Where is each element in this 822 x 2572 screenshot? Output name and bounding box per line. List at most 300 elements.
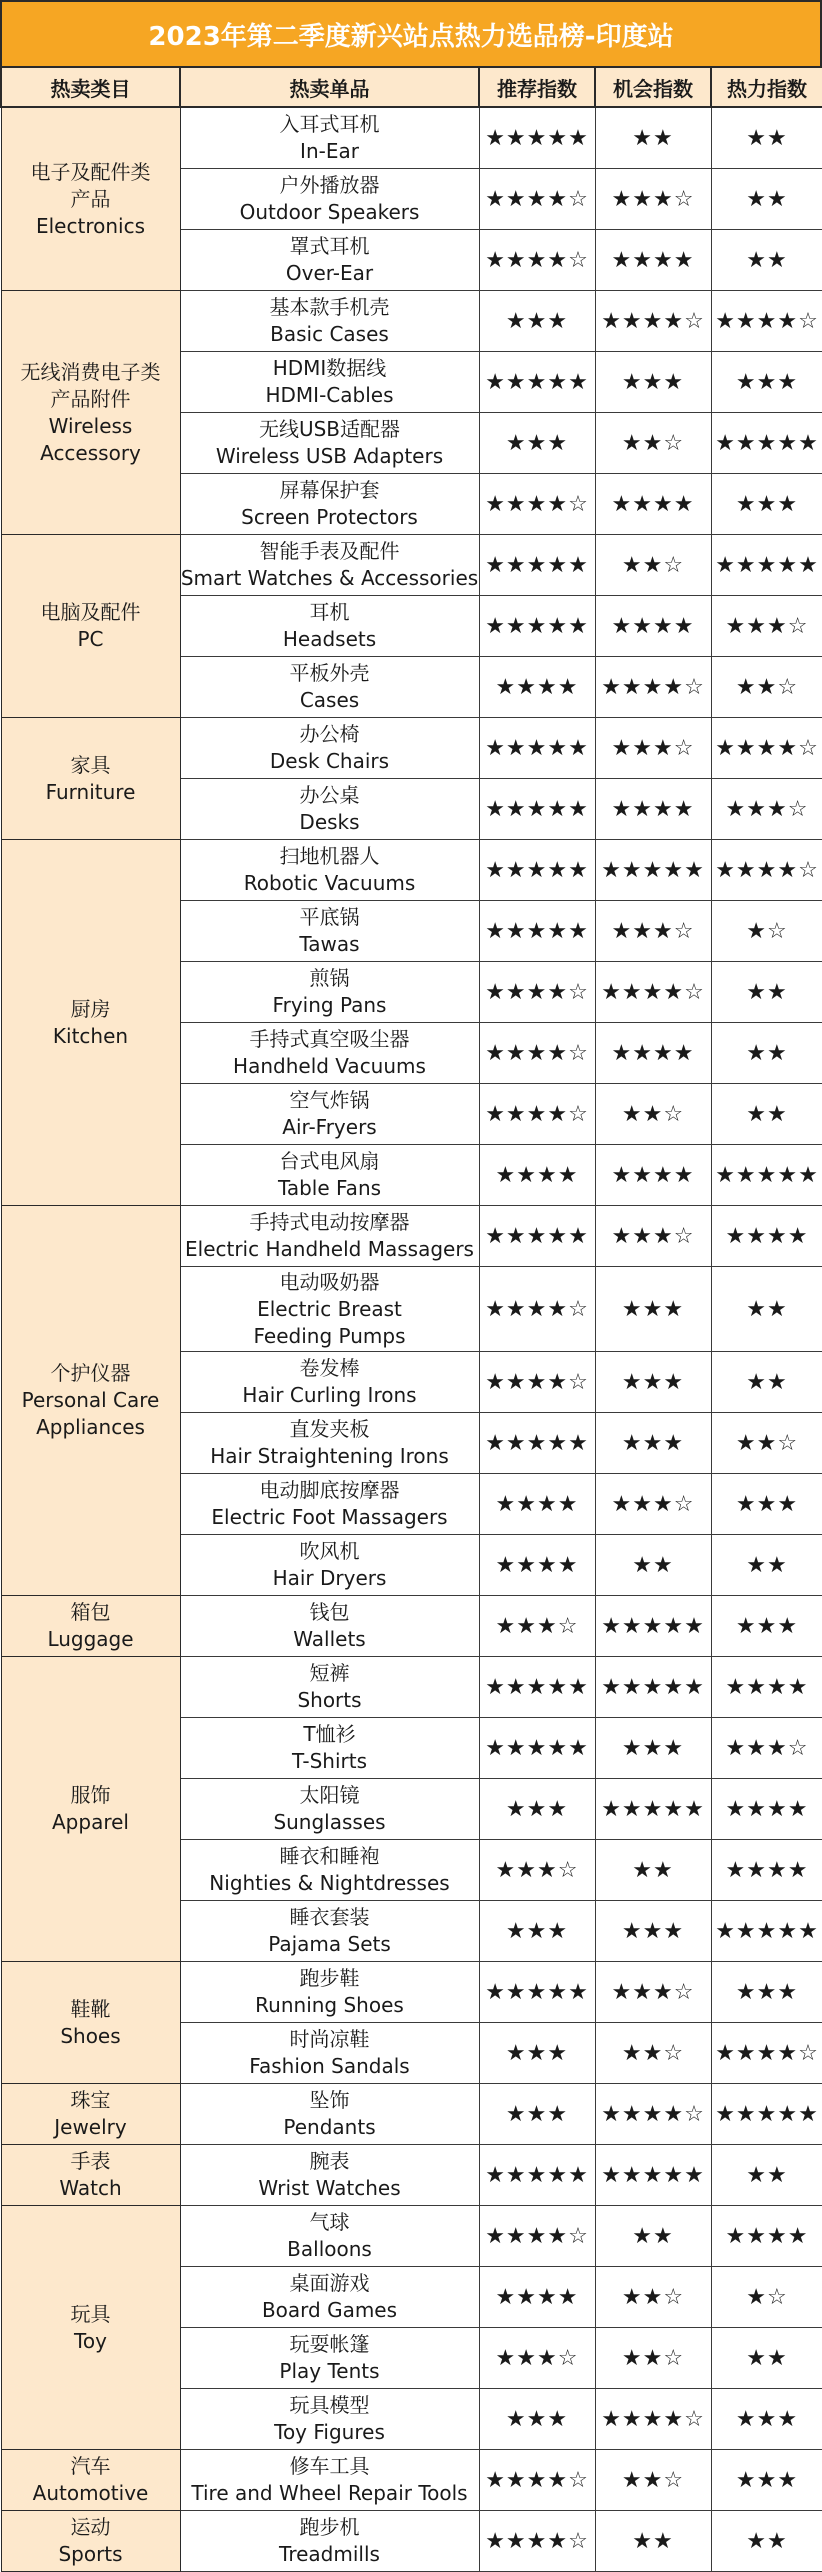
category-cell: [1, 1657, 180, 1962]
product-cell: [180, 1352, 479, 1413]
category-label-line: 鞋靴: [70, 1996, 111, 2021]
opportunity-index-cell: ★★★★★: [595, 1779, 711, 1840]
product-name-line: Cases: [299, 688, 360, 712]
product-name-line: 睡衣套装: [289, 1905, 370, 1929]
product-cell: [180, 596, 479, 657]
recommend-index-cell: ★★★★★: [479, 779, 595, 840]
heat-index-cell: ★★: [711, 1023, 822, 1084]
product-name-line: Over-Ear: [285, 261, 374, 285]
product-cell: [180, 962, 479, 1023]
product-name-line: 气球: [309, 2210, 350, 2234]
product-name-line: T-Shirts: [291, 1749, 367, 1773]
opportunity-index-cell: ★★★: [595, 1718, 711, 1779]
heat-index-cell: ★★: [711, 230, 822, 291]
product-name-line: 办公椅: [299, 722, 360, 746]
heat-index-cell: ★★★★★: [711, 1145, 822, 1206]
category-label-line: 电子及配件类: [30, 159, 151, 184]
heat-index-cell: ★★★★: [711, 1657, 822, 1718]
opportunity-index-cell: ★★★★☆: [595, 657, 711, 718]
product-cell: [180, 2389, 479, 2450]
product-name-line: 智能手表及配件: [259, 539, 400, 563]
heat-index-cell: ★★★★★: [711, 413, 822, 474]
heat-index-cell: ★★★: [711, 1474, 822, 1535]
category-label-line: Wireless: [48, 413, 133, 438]
opportunity-index-cell: ★★★☆: [595, 1962, 711, 2023]
product-name-line: Electric Foot Massagers: [211, 1505, 448, 1529]
product-name-line: Play Tents: [279, 2359, 380, 2383]
product-name-line: 电动脚底按摩器: [259, 1478, 400, 1502]
table-body: [1, 107, 822, 2572]
recommend-index-cell: ★★★★★: [479, 1962, 595, 2023]
product-name-line: Hair Dryers: [272, 1566, 387, 1590]
opportunity-index-cell: ★★: [595, 2511, 711, 2572]
heat-index-cell: ★★: [711, 1352, 822, 1413]
heat-index-cell: ★★★★★: [711, 2084, 822, 2145]
product-name-line: 罩式耳机: [289, 234, 370, 258]
recommend-index-cell: ★★★★★: [479, 1206, 595, 1267]
ranking-table: [0, 66, 822, 2572]
product-cell: [180, 1267, 479, 1352]
recommend-index-cell: ★★★: [479, 413, 595, 474]
product-name-line: Pendants: [283, 2115, 376, 2139]
product-name-line: 跑步鞋: [299, 1966, 360, 1990]
category-label-line: 手表: [70, 2149, 111, 2173]
recommend-index-cell: ★★★★★: [479, 1718, 595, 1779]
recommend-index-cell: ★★★★: [479, 2267, 595, 2328]
opportunity-index-cell: ★★★★☆: [595, 2389, 711, 2450]
product-cell: [180, 901, 479, 962]
product-name-line: Handheld Vacuums: [233, 1054, 426, 1078]
recommend-index-cell: ★★★: [479, 2389, 595, 2450]
table-row: [1, 1657, 822, 1718]
recommend-index-cell: ★★★★★: [479, 596, 595, 657]
category-label-line: 电脑及配件: [40, 600, 141, 624]
product-cell: [180, 2206, 479, 2267]
product-cell: [180, 2267, 479, 2328]
product-name-line: Tawas: [299, 932, 360, 956]
product-name-line: Nighties & Nightdresses: [209, 1871, 450, 1895]
opportunity-index-cell: ★★★★: [595, 779, 711, 840]
product-name-line: Treadmills: [279, 2542, 380, 2566]
opportunity-index-cell: ★★★: [595, 1267, 711, 1352]
heat-index-cell: ★★★☆: [711, 1718, 822, 1779]
category-label-line: Toy: [74, 2328, 107, 2353]
opportunity-index-cell: ★★: [595, 107, 711, 169]
category-label-line: 无线消费电子类: [20, 359, 161, 384]
category-label-line: Appliances: [36, 1415, 145, 1439]
category-cell: [1, 2450, 180, 2511]
category-cell: [1, 291, 180, 535]
opportunity-index-cell: ★★☆: [595, 413, 711, 474]
heat-index-cell: ★★☆: [711, 1413, 822, 1474]
recommend-index-cell: ★★★★☆: [479, 169, 595, 230]
heat-index-cell: ★★★★: [711, 1840, 822, 1901]
opportunity-index-cell: ★★★★: [595, 230, 711, 291]
heat-index-cell: ★★: [711, 1267, 822, 1352]
product-cell: [180, 474, 479, 535]
product-cell: [180, 1657, 479, 1718]
category-cell: [1, 2145, 180, 2206]
product-name-line: 平板外壳: [289, 661, 370, 685]
product-cell: [180, 1962, 479, 2023]
product-cell: [180, 657, 479, 718]
heat-index-cell: ★★: [711, 1535, 822, 1596]
product-cell: [180, 413, 479, 474]
recommend-index-cell: ★★★★: [479, 1535, 595, 1596]
product-name-line: 桌面游戏: [289, 2271, 370, 2295]
product-name-line: HDMI数据线: [272, 356, 387, 380]
header-product: 热卖单品: [180, 67, 479, 107]
product-cell: [180, 2511, 479, 2572]
product-name-line: Running Shoes: [255, 1993, 404, 2017]
category-cell: [1, 107, 180, 291]
category-cell: [1, 1596, 180, 1657]
product-name-line: 坠饰: [309, 2088, 350, 2112]
heat-index-cell: ★★: [711, 2145, 822, 2206]
category-label-line: 家具: [70, 752, 111, 777]
category-label-line: Automotive: [32, 2481, 149, 2505]
product-cell: [180, 1779, 479, 1840]
product-name-line: In-Ear: [300, 139, 359, 163]
heat-index-cell: ★★: [711, 962, 822, 1023]
recommend-index-cell: ★★★★☆: [479, 962, 595, 1023]
table-row: [1, 2206, 822, 2267]
heat-index-cell: ★☆: [711, 901, 822, 962]
product-name-line: Feeding Pumps: [253, 1323, 406, 1348]
opportunity-index-cell: ★★★☆: [595, 718, 711, 779]
product-name-line: 屏幕保护套: [279, 478, 380, 502]
table-row: [1, 2145, 822, 2206]
category-label-line: Sports: [58, 2542, 123, 2566]
opportunity-index-cell: ★★★★☆: [595, 2084, 711, 2145]
recommend-index-cell: ★★★★☆: [479, 2206, 595, 2267]
product-name-line: Board Games: [261, 2298, 398, 2322]
table-row: [1, 2450, 822, 2511]
opportunity-index-cell: ★★☆: [595, 2023, 711, 2084]
recommend-index-cell: ★★★★: [479, 657, 595, 718]
product-name-line: Wireless USB Adapters: [215, 444, 444, 468]
recommend-index-cell: ★★★★: [479, 1145, 595, 1206]
product-name-line: 无线USB适配器: [258, 417, 401, 441]
product-name-line: 台式电风扇: [279, 1149, 380, 1173]
heat-index-cell: ★★: [711, 2328, 822, 2389]
product-name-line: Shorts: [297, 1688, 362, 1712]
heat-index-cell: ★★★★☆: [711, 291, 822, 352]
page-title: 2023年第二季度新兴站点热力选品榜-印度站: [0, 0, 822, 66]
product-name-line: Electric Handheld Massagers: [185, 1237, 474, 1261]
category-label-line: 产品: [70, 186, 111, 211]
opportunity-index-cell: ★★★★★: [595, 840, 711, 901]
category-cell: [1, 718, 180, 840]
category-label-line: Furniture: [45, 779, 136, 804]
product-name-line: T恤衫: [303, 1722, 356, 1746]
product-name-line: Basic Cases: [270, 322, 389, 346]
product-name-line: Air-Fryers: [282, 1115, 377, 1139]
category-label-line: 个护仪器: [50, 1361, 131, 1385]
product-cell: [180, 352, 479, 413]
product-cell: [180, 718, 479, 779]
category-cell: [1, 2084, 180, 2145]
product-name-line: 时尚凉鞋: [289, 2027, 370, 2051]
recommend-index-cell: ★★★★★: [479, 535, 595, 596]
product-name-line: 短裤: [309, 1661, 350, 1685]
table-row: [1, 1596, 822, 1657]
product-name-line: Smart Watches & Accessories: [180, 566, 479, 590]
product-cell: [180, 1023, 479, 1084]
category-label-line: 服饰: [70, 1783, 111, 1807]
opportunity-index-cell: ★★☆: [595, 2267, 711, 2328]
product-name-line: 玩具模型: [289, 2393, 370, 2417]
product-name-line: HDMI-Cables: [265, 383, 394, 407]
product-name-line: Screen Protectors: [241, 505, 418, 529]
category-label-line: 玩具: [70, 2301, 111, 2326]
header-category: 热卖类目: [1, 67, 180, 107]
product-name-line: 直发夹板: [289, 1417, 370, 1441]
opportunity-index-cell: ★★★★★: [595, 2145, 711, 2206]
opportunity-index-cell: ★★★★: [595, 1023, 711, 1084]
category-label-line: 珠宝: [70, 2088, 111, 2112]
header-recommend-index: 推荐指数: [479, 67, 595, 107]
heat-index-cell: ★★★: [711, 352, 822, 413]
recommend-index-cell: ★★★★☆: [479, 2450, 595, 2511]
product-name-line: Outdoor Speakers: [239, 200, 420, 224]
product-name-line: 手持式真空吸尘器: [249, 1027, 410, 1051]
opportunity-index-cell: ★★★☆: [595, 1206, 711, 1267]
category-label-line: 厨房: [70, 996, 111, 1021]
heat-index-cell: ★★★: [711, 2450, 822, 2511]
product-name-line: Tire and Wheel Repair Tools: [191, 2481, 468, 2505]
opportunity-index-cell: ★★: [595, 1535, 711, 1596]
product-name-line: Desk Chairs: [269, 749, 390, 773]
opportunity-index-cell: ★★★: [595, 352, 711, 413]
heat-index-cell: ★★★★☆: [711, 2023, 822, 2084]
product-name-line: 修车工具: [289, 2454, 370, 2478]
recommend-index-cell: ★★★★☆: [479, 1352, 595, 1413]
opportunity-index-cell: ★★☆: [595, 2328, 711, 2389]
recommend-index-cell: ★★★★★: [479, 1657, 595, 1718]
product-cell: [180, 1596, 479, 1657]
heat-index-cell: ★★★: [711, 2389, 822, 2450]
product-name-line: 基本款手机壳: [269, 295, 390, 319]
product-cell: [180, 1840, 479, 1901]
heat-index-cell: ★★★★: [711, 1206, 822, 1267]
recommend-index-cell: ★★★: [479, 1901, 595, 1962]
recommend-index-cell: ★★★☆: [479, 1840, 595, 1901]
product-cell: [180, 1901, 479, 1962]
category-label-line: 运动: [70, 2515, 111, 2539]
product-cell: [180, 535, 479, 596]
product-cell: [180, 2084, 479, 2145]
product-name-line: 煎锅: [309, 966, 350, 990]
heat-index-cell: ★★★☆: [711, 596, 822, 657]
product-cell: [180, 291, 479, 352]
heat-index-cell: ★☆: [711, 2267, 822, 2328]
table-row: [1, 718, 822, 779]
product-name-line: Pajama Sets: [268, 1932, 391, 1956]
product-name-line: 吹风机: [299, 1539, 360, 1563]
category-cell: [1, 1206, 180, 1596]
recommend-index-cell: ★★★★☆: [479, 474, 595, 535]
heat-index-cell: ★★: [711, 2511, 822, 2572]
heat-index-cell: ★★☆: [711, 657, 822, 718]
product-cell: [180, 1535, 479, 1596]
opportunity-index-cell: ★★★★: [595, 474, 711, 535]
product-cell: [180, 1413, 479, 1474]
table-row: [1, 840, 822, 901]
product-name-line: 跑步机: [299, 2515, 360, 2539]
category-label-line: 产品附件: [50, 386, 131, 411]
category-label-line: 汽车: [70, 2454, 111, 2478]
category-cell: [1, 535, 180, 718]
recommend-index-cell: ★★★★☆: [479, 1267, 595, 1352]
category-label-line: Personal Care: [21, 1388, 160, 1412]
category-label-line: Apparel: [52, 1810, 129, 1834]
recommend-index-cell: ★★★★★: [479, 2145, 595, 2206]
header-heat-index: 热力指数: [711, 67, 822, 107]
product-cell: [180, 2328, 479, 2389]
category-label-line: 箱包: [70, 1600, 111, 1624]
product-name-line: 平底锅: [299, 905, 360, 929]
opportunity-index-cell: ★★★: [595, 1901, 711, 1962]
opportunity-index-cell: ★★☆: [595, 1084, 711, 1145]
opportunity-index-cell: ★★★★★: [595, 1596, 711, 1657]
recommend-index-cell: ★★★: [479, 291, 595, 352]
recommend-index-cell: ★★★★☆: [479, 230, 595, 291]
opportunity-index-cell: ★★★☆: [595, 169, 711, 230]
product-name-line: Table Fans: [277, 1176, 382, 1200]
heat-index-cell: ★★: [711, 107, 822, 169]
product-name-line: Headsets: [282, 627, 377, 651]
product-name-line: 扫地机器人: [279, 844, 380, 868]
product-cell: [180, 1145, 479, 1206]
category-label-line: Luggage: [47, 1627, 134, 1651]
product-cell: [180, 2450, 479, 2511]
product-name-line: Toy Figures: [274, 2420, 385, 2444]
product-name-line: 电动吸奶器: [279, 1269, 380, 1294]
heat-index-cell: ★★★★: [711, 2206, 822, 2267]
recommend-index-cell: ★★★★★: [479, 107, 595, 169]
opportunity-index-cell: ★★: [595, 1840, 711, 1901]
product-name-line: Wrist Watches: [258, 2176, 401, 2200]
product-cell: [180, 1206, 479, 1267]
table-row: [1, 535, 822, 596]
recommend-index-cell: ★★★: [479, 2084, 595, 2145]
heat-index-cell: ★★★★☆: [711, 718, 822, 779]
recommend-index-cell: ★★★★☆: [479, 1084, 595, 1145]
recommend-index-cell: ★★★☆: [479, 1596, 595, 1657]
product-name-line: 卷发棒: [299, 1356, 360, 1380]
product-name-line: Robotic Vacuums: [243, 871, 416, 895]
product-name-line: Wallets: [293, 1627, 366, 1651]
product-cell: [180, 230, 479, 291]
recommend-index-cell: ★★★☆: [479, 2328, 595, 2389]
recommend-index-cell: ★★★★☆: [479, 2511, 595, 2572]
opportunity-index-cell: ★★: [595, 2206, 711, 2267]
product-cell: [180, 2023, 479, 2084]
category-label-line: PC: [77, 627, 104, 651]
heat-index-cell: ★★: [711, 169, 822, 230]
opportunity-index-cell: ★★★★☆: [595, 962, 711, 1023]
opportunity-index-cell: ★★★★★: [595, 1657, 711, 1718]
product-name-line: 玩耍帐篷: [289, 2332, 370, 2356]
heat-index-cell: ★★★★★: [711, 1901, 822, 1962]
table-row: [1, 2511, 822, 2572]
header-opportunity-index: 机会指数: [595, 67, 711, 107]
category-label-line: Jewelry: [54, 2115, 127, 2139]
table-row: [1, 291, 822, 352]
category-cell: [1, 2206, 180, 2450]
table-row: [1, 1206, 822, 1267]
opportunity-index-cell: ★★☆: [595, 535, 711, 596]
product-name-line: 空气炸锅: [289, 1088, 370, 1112]
opportunity-index-cell: ★★★☆: [595, 901, 711, 962]
heat-index-cell: ★★★☆: [711, 779, 822, 840]
product-name-line: 睡衣和睡袍: [279, 1844, 380, 1868]
recommend-index-cell: ★★★★★: [479, 352, 595, 413]
table-header-row: [1, 67, 822, 107]
product-name-line: 耳机: [309, 600, 350, 624]
product-cell: [180, 1474, 479, 1535]
product-cell: [180, 1718, 479, 1779]
recommend-index-cell: ★★★★★: [479, 718, 595, 779]
product-name-line: Hair Straightening Irons: [210, 1444, 449, 1468]
opportunity-index-cell: ★★★: [595, 1352, 711, 1413]
product-name-line: 入耳式耳机: [279, 112, 380, 136]
product-cell: [180, 840, 479, 901]
table-row: [1, 1962, 822, 2023]
product-name-line: 办公桌: [299, 783, 360, 807]
product-cell: [180, 107, 479, 169]
recommend-index-cell: ★★★★: [479, 1474, 595, 1535]
category-label-line: Accessory: [40, 440, 141, 465]
product-name-line: 腕表: [309, 2149, 350, 2173]
product-name-line: 太阳镜: [299, 1783, 360, 1807]
category-label-line: Shoes: [60, 2023, 121, 2048]
opportunity-index-cell: ★★★★: [595, 1145, 711, 1206]
heat-index-cell: ★★★★: [711, 1779, 822, 1840]
product-name-line: Balloons: [287, 2237, 372, 2261]
opportunity-index-cell: ★★★: [595, 1413, 711, 1474]
recommend-index-cell: ★★★★☆: [479, 1023, 595, 1084]
recommend-index-cell: ★★★: [479, 1779, 595, 1840]
product-cell: [180, 1084, 479, 1145]
product-name-line: Frying Pans: [272, 993, 387, 1017]
opportunity-index-cell: ★★★★☆: [595, 291, 711, 352]
product-cell: [180, 169, 479, 230]
heat-index-cell: ★★★★☆: [711, 840, 822, 901]
opportunity-index-cell: ★★★☆: [595, 1474, 711, 1535]
category-cell: [1, 840, 180, 1206]
product-name-line: Desks: [299, 810, 360, 834]
recommend-index-cell: ★★★★★: [479, 1413, 595, 1474]
recommend-index-cell: ★★★★★: [479, 901, 595, 962]
product-name-line: 手持式电动按摩器: [249, 1210, 410, 1234]
product-cell: [180, 779, 479, 840]
recommend-index-cell: ★★★★★: [479, 840, 595, 901]
product-name-line: Electric Breast: [257, 1296, 402, 1321]
product-name-line: Sunglasses: [273, 1810, 386, 1834]
opportunity-index-cell: ★★★★: [595, 596, 711, 657]
table-row: [1, 107, 822, 169]
table-row: [1, 2084, 822, 2145]
heat-index-cell: ★★: [711, 1084, 822, 1145]
category-label-line: Electronics: [35, 213, 145, 238]
heat-index-cell: ★★★: [711, 1596, 822, 1657]
category-cell: [1, 1962, 180, 2084]
category-label-line: Watch: [59, 2176, 122, 2200]
product-name-line: Hair Curling Irons: [242, 1383, 417, 1407]
heat-index-cell: ★★★: [711, 1962, 822, 2023]
